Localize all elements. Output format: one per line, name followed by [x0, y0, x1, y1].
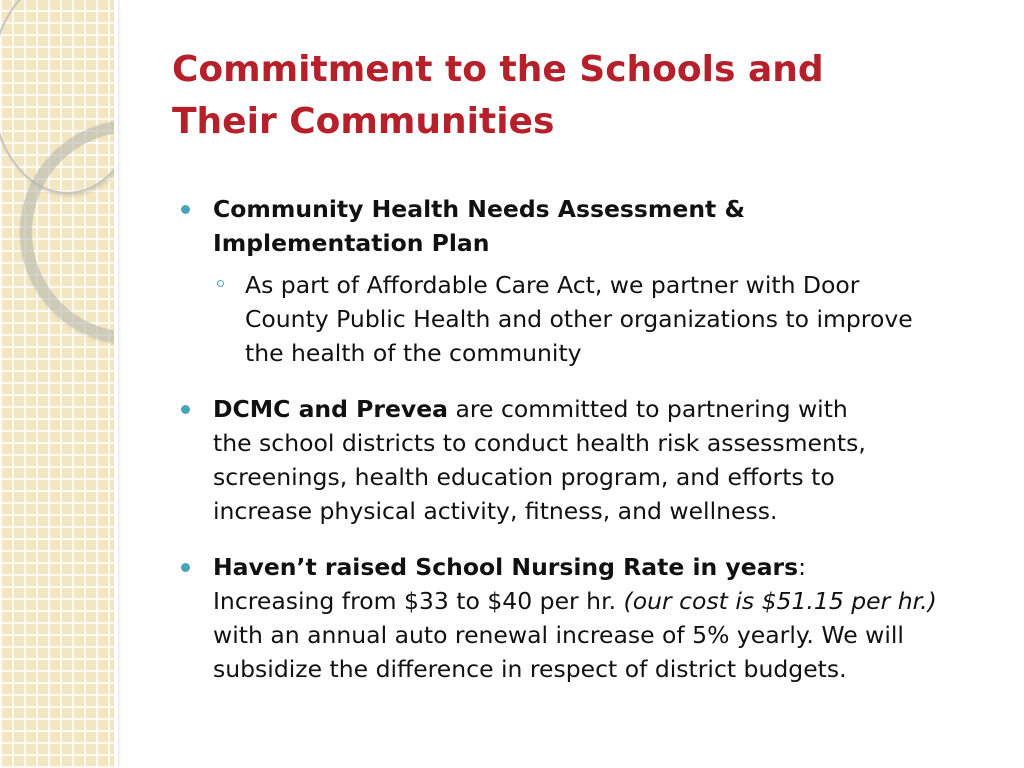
sub-bullet-line: the health of the community — [245, 339, 582, 367]
bullet-text — [213, 392, 993, 528]
bullet-dcmc-prevea — [178, 392, 993, 528]
bullet-text — [213, 192, 993, 260]
bullet-line: with an annual auto renewal increase of 5% yearly. We will — [213, 621, 904, 649]
sub-bullet-text — [245, 268, 993, 370]
bullet-text — [213, 550, 993, 686]
bullet-heading: Haven’t raised School Nursing Rate in years — [213, 553, 799, 581]
bullet-heading-line: Community Health Needs Assessment & — [213, 195, 745, 223]
sub-bullet-line: County Public Health and other organizations to improve — [245, 305, 913, 333]
decorative-side-panel — [0, 0, 114, 768]
bullet-dot-icon — [181, 405, 190, 414]
sub-bullet-affordable-care — [213, 268, 993, 370]
slide-title — [172, 44, 962, 148]
title-line: Commitment to the Schools and — [172, 49, 824, 90]
bullet-line: the school districts to conduct health risk assessments, — [213, 429, 866, 457]
bullet-dot-icon — [181, 205, 190, 214]
sub-bullet-ring-icon — [217, 280, 224, 287]
bullet-nursing-rate — [178, 550, 993, 686]
bullet-dot-icon — [181, 563, 190, 572]
bullet-text-run: are committed to partnering with — [455, 395, 848, 423]
cost-note: (our cost is $51.15 per hr.) — [623, 587, 937, 615]
bullet-community-health — [178, 192, 993, 370]
panel-edge-divider — [114, 0, 118, 768]
bullet-heading-line: Implementation Plan — [213, 229, 490, 257]
sub-bullet-line: As part of Affordable Care Act, we partner with Door — [245, 271, 860, 299]
bullet-colon: : — [798, 553, 807, 581]
bullet-line: increase physical activity, fitness, and wellness. — [213, 497, 778, 525]
bullet-line: screenings, health education program, and efforts to — [213, 463, 835, 491]
rate-increase-text: Increasing from $33 to $40 per hr. — [213, 587, 617, 615]
bullet-first-line — [213, 392, 993, 426]
bullet-heading: DCMC and Prevea — [213, 395, 449, 423]
bullet-line: subsidize the difference in respect of district budgets. — [213, 655, 847, 683]
bullet-rate-line — [213, 584, 993, 618]
title-line: Their Communities — [172, 101, 555, 142]
slide-body — [178, 192, 993, 708]
bullet-first-line — [213, 550, 993, 584]
